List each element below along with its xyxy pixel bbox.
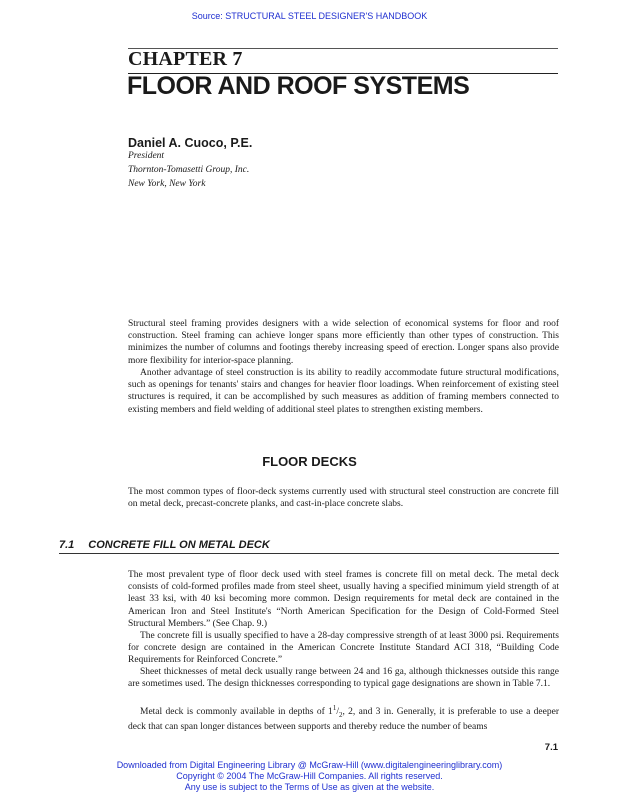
chapter-number: CHAPTER 7 [128, 48, 243, 70]
author-title: President [128, 151, 165, 161]
p4-after: , 2, and 3 in. Generally, it is preferable to use a deeper deck that can span longer distances between supports and thereby reduce the number of beams [128, 707, 559, 733]
footer-download-link[interactable]: Downloaded from Digital Engineering Library @ McGraw-Hill (www.digitalengineeringlibrary.com) [116, 760, 503, 770]
source-line[interactable]: Source: STRUCTURAL STEEL DESIGNER'S HANDBOOK [191, 11, 428, 21]
p4-before: Metal deck is commonly available in depths of 1 [140, 707, 333, 718]
footer-copyright[interactable]: Copyright © 2004 The McGraw-Hill Companies. All rights reserved. [176, 771, 443, 781]
p4-frac-num: 1 [332, 704, 337, 712]
floor-decks-paragraph: The most common types of floor-deck systems currently used with structural steel construction are concrete fill on metal deck, precast-concrete planks, and cast-in-place concrete slabs. [128, 487, 559, 510]
frac-slash: / [336, 707, 339, 718]
floor-decks-heading: FLOOR DECKS [262, 454, 357, 469]
section-number: 7.1 [59, 539, 75, 551]
section-title: CONCRETE FILL ON METAL DECK [88, 539, 270, 551]
footer-terms[interactable]: Any use is subject to the Terms of Use as given at the website. [184, 782, 435, 792]
author-company: Thornton-Tomasetti Group, Inc. [128, 165, 250, 175]
section-paragraph-4 [128, 702, 559, 733]
section-paragraph-1: The most prevalent type of floor deck used with steel frames is concrete fill on metal deck. The metal deck consists of cold-formed profiles made from steel sheet, usually having a specified minimum yield strength of at least 33 ksi, with 40 ksi becoming more common. Design requirements for metal deck are contained in the American Iron and Steel Institute's “North American Specification for the Design of Cold-Formed Steel Structural Members.” (See Chap. 9.) [128, 570, 559, 629]
intro-paragraph-2: Another advantage of steel construction is its ability to readily accommodate future structural modifications, such as openings for tenants' stairs and changes for heavier floor loadings. When reinforcement of existing steel structures is required, it can be accomplished by such measures as addition of framing members connected to existing members and field welding of additional steel plates to strengthen existing members. [128, 368, 559, 415]
author-name: Daniel A. Cuoco, P.E. [128, 136, 253, 150]
chapter-title: FLOOR AND ROOF SYSTEMS [127, 72, 470, 100]
page-number: 7.1 [544, 742, 558, 753]
author-location: New York, New York [128, 179, 206, 189]
section-rule [59, 553, 559, 554]
section-heading [59, 539, 270, 551]
section-paragraph-2: The concrete fill is usually specified to have a 28-day compressive strength of at least 3000 psi. Requirements for concrete design are contained in the American Concrete Institute Standard ACI 318, “Building Code Requirements for Reinforced Concrete.” [128, 631, 559, 666]
section-paragraph-3: Sheet thicknesses of metal deck usually range between 24 and 16 ga, although thicknesses outside this range are sometimes used. The design thicknesses corresponding to typical gage designations are shown in Table 7.1. [128, 667, 559, 690]
p4-frac-denom: 2 [338, 711, 343, 720]
intro-paragraph-1: Structural steel framing provides designers with a wide selection of economical systems for floor and roof construction. Steel framing can achieve longer spans more efficiently than other types of construction. This minimizes the number of columns and footings thereby increasing speed of erection. Longer spans also provide more flexibility for interior-space planning. [128, 319, 559, 366]
